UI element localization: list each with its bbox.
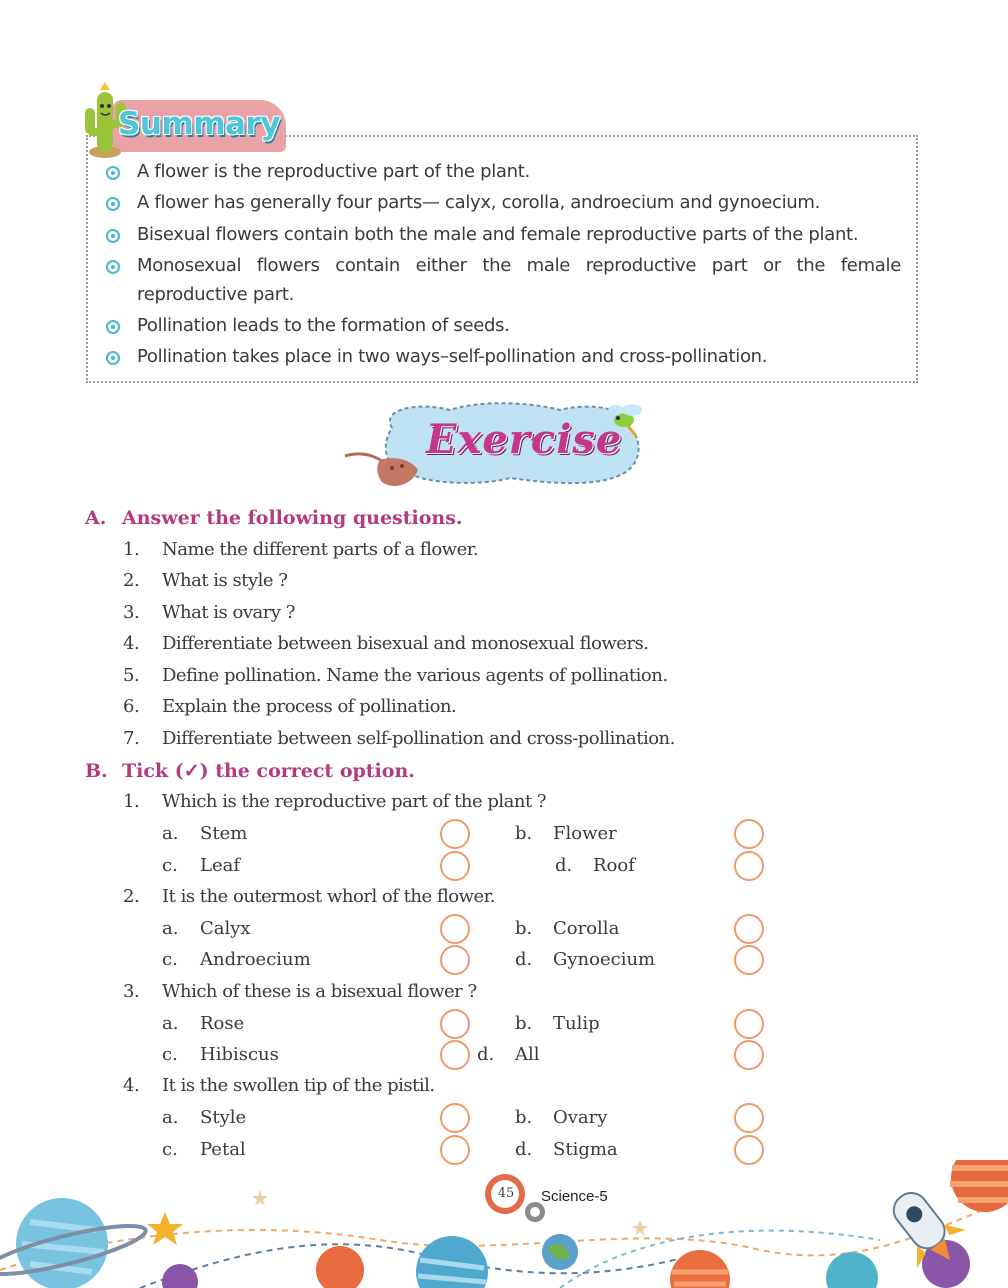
question-text: Which is the reproductive part of the plant ?: [162, 791, 547, 812]
question-text: Define pollination. Name the various agents of pollination.: [162, 665, 668, 686]
section-title: Answer the following questions.: [122, 507, 463, 529]
answer-circle[interactable]: [440, 945, 470, 975]
answer-circle[interactable]: [440, 914, 470, 944]
option-d: d. Stigma: [515, 1139, 618, 1160]
question-number: 6.: [123, 696, 140, 717]
question-number: 4.: [123, 633, 140, 654]
summary-item: Pollination leads to the formation of seeds.: [137, 315, 510, 336]
section-title: Tick (✓) the correct option.: [122, 760, 415, 782]
question-item: [123, 886, 495, 907]
question-text: Differentiate between bisexual and monosexual flowers.: [162, 633, 649, 654]
option-c: c. Petal: [162, 1139, 246, 1160]
answer-circle[interactable]: [734, 1009, 764, 1039]
question-item: [123, 633, 649, 654]
question-item: [123, 791, 546, 812]
question-text: It is the outermost whorl of the flower.: [162, 886, 496, 907]
answer-circle[interactable]: [734, 851, 764, 881]
question-text: Differentiate between self-pollination and cross-pollination.: [162, 728, 675, 749]
section-letter: B.: [85, 760, 108, 782]
option-a: a. Rose: [162, 1013, 245, 1034]
space-decoration: [0, 1160, 1008, 1288]
option-d: d. Gynoecium: [515, 949, 656, 970]
option-a: a. Calyx: [162, 918, 251, 939]
question-number: 3.: [123, 981, 140, 1002]
question-item: [123, 539, 478, 560]
question-number: 4.: [123, 1075, 140, 1096]
answer-circle[interactable]: [440, 1103, 470, 1133]
bullet-icon: [106, 351, 120, 365]
question-item: [123, 570, 287, 591]
section-letter: A.: [85, 507, 107, 529]
section-a-heading: [85, 507, 463, 529]
option-a: a. Style: [162, 1107, 247, 1128]
answer-circle[interactable]: [734, 914, 764, 944]
bullet-icon: [106, 260, 120, 274]
option-b: b. Corolla: [515, 918, 620, 939]
question-text: What is style ?: [162, 570, 288, 591]
option-b: b. Ovary: [515, 1107, 608, 1128]
question-text: Explain the process of pollination.: [162, 696, 457, 717]
answer-circle[interactable]: [734, 1040, 764, 1070]
question-number: 5.: [123, 665, 140, 686]
question-item: [123, 602, 295, 623]
section-b-heading: [85, 760, 415, 782]
summary-item: A flower is the reproductive part of the plant.: [137, 161, 530, 182]
question-number: 3.: [123, 602, 140, 623]
question-number: 1.: [123, 539, 140, 560]
question-text: It is the swollen tip of the pistil.: [162, 1075, 435, 1096]
answer-circle[interactable]: [440, 1009, 470, 1039]
option-c: c. Androecium: [162, 949, 311, 970]
option-b: b. Flower: [515, 823, 617, 844]
bullet-icon: [106, 166, 120, 180]
question-text: Name the different parts of a flower.: [162, 539, 479, 560]
option-c: c. Leaf: [162, 855, 240, 876]
answer-circle[interactable]: [440, 819, 470, 849]
book-name: Science-5: [541, 1188, 608, 1205]
answer-circle[interactable]: [440, 851, 470, 881]
option-c: c. Hibiscus: [162, 1044, 279, 1065]
question-text: What is ovary ?: [162, 602, 295, 623]
page-number: 45: [497, 1186, 515, 1201]
question-number: 1.: [123, 791, 140, 812]
summary-title: Summary: [118, 106, 280, 142]
question-text: Which of these is a bisexual flower ?: [162, 981, 477, 1002]
bullet-icon: [106, 320, 120, 334]
option-d: d. Roof: [555, 855, 635, 876]
option-a: a. Stem: [162, 823, 248, 844]
question-item: [123, 665, 668, 686]
question-item: [123, 728, 675, 749]
bullet-icon: [106, 229, 120, 243]
summary-item: Bisexual flowers contain both the male and female reproductive parts of the plant.: [137, 224, 859, 245]
answer-circle[interactable]: [734, 1103, 764, 1133]
answer-circle[interactable]: [734, 945, 764, 975]
question-number: 2.: [123, 570, 140, 591]
summary-item: Pollination takes place in two ways–self-pollination and cross-pollination.: [137, 346, 768, 367]
question-item: [123, 696, 456, 717]
question-item: [123, 981, 477, 1002]
summary-item: Monosexual flowers contain either the male reproductive part or the female reproductive part.: [137, 255, 901, 305]
answer-circle[interactable]: [734, 819, 764, 849]
option-d: d. All: [477, 1044, 540, 1065]
summary-item: A flower has generally four parts— calyx, corolla, androecium and gynoecium.: [137, 192, 821, 213]
answer-circle[interactable]: [440, 1040, 470, 1070]
option-b: b. Tulip: [515, 1013, 600, 1034]
exercise-title: Exercise: [426, 416, 623, 463]
question-number: 7.: [123, 728, 140, 749]
question-number: 2.: [123, 886, 140, 907]
bullet-icon: [106, 197, 120, 211]
question-item: [123, 1075, 435, 1096]
